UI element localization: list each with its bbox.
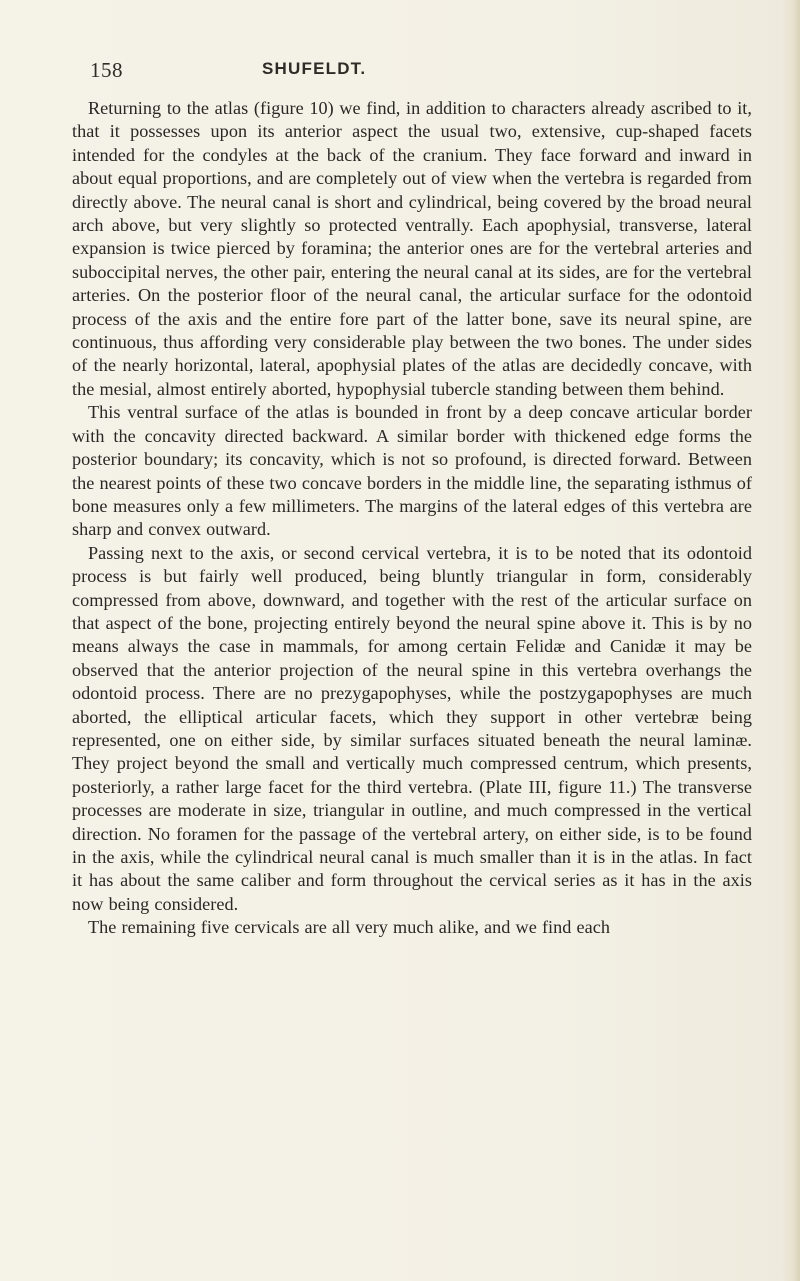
body-text: [72, 97, 752, 940]
paragraph-remaining-cervicals: The remaining five cervicals are all very much alike, and we find each: [88, 917, 611, 938]
page-header: [90, 58, 710, 86]
paragraph-atlas-anterior: Returning to the atlas (figure 10) we find, in addition to characters already ascribed to it, that it possesses upon its anterior aspect the usual two, extensive, cup-shaped facets intended for the condyles at the back of the cranium. They face forward and inward in about equal proportions, and are completely out of view when the vertebra is regarded from directly above. The neural canal is short and cylindrical, being covered by the broad neural arch above, but very slightly so protected ventrally. Each apophysial, transverse, lateral expansion is twice pierced by foramina; the anterior ones are for the vertebral arteries and suboccipital nerves, the other pair, entering the neural canal at its sides, are for the vertebral arteries. On the posterior floor of the neural canal, the articular surface for the odontoid process of the axis and the entire fore part of the latter bone, save its neural spine, are continuous, thus affording very considerable play between the two bones. The under sides of the nearly horizontal, lateral, apophysial plates of the atlas are decidedly concave, with the mesial, almost entirely aborted, hypophysial tubercle standing between them behind.: [72, 98, 752, 399]
page-edge-shadow: [782, 0, 800, 1281]
paragraph-axis: Passing next to the axis, or second cervical vertebra, it is to be noted that its odontoid process is but fairly well produced, being bluntly triangular in form, considerably compressed from above, downward, and together with the rest of the articular surface on that aspect of the bone, projecting entirely beyond the neural spine above it. This is by no means always the case in mammals, for among certain Felidæ and Canidæ it may be observed that the anterior projection of the neural spine in this vertebra overhangs the odontoid process. There are no prezygapophyses, while the postzygapophyses are much aborted, the elliptical articular facets, which they support in other vertebræ being represented, one on either side, by similar surfaces situated beneath the neural laminæ. They project beyond the small and vertically much compressed centrum, which presents, posteriorly, a rather large facet for the third vertebra. (Plate III, figure 11.) The transverse processes are moderate in size, triangular in outline, and much compressed in the vertical direction. No foramen for the passage of the vertebral artery, on either side, is to be found in the axis, while the cylindrical neural canal is much smaller than it is in the atlas. In fact it has about the same caliber and form throughout the cervical series as it has in the axis now being considered.: [72, 542, 752, 914]
page-number: 158: [90, 58, 123, 82]
running-head: SHUFELDT.: [262, 59, 367, 78]
paragraph-atlas-ventral: This ventral surface of the atlas is bounded in front by a deep concave articular border with the concavity directed backward. A similar border with thickened edge forms the posterior boundary; its concavity, which is not so profound, is directed forward. Between the nearest points of these two concave borders in the middle line, the separating isthmus of bone measures only a few millimeters. The margins of the lateral edges of this vertebra are sharp and convex outward.: [72, 402, 752, 540]
